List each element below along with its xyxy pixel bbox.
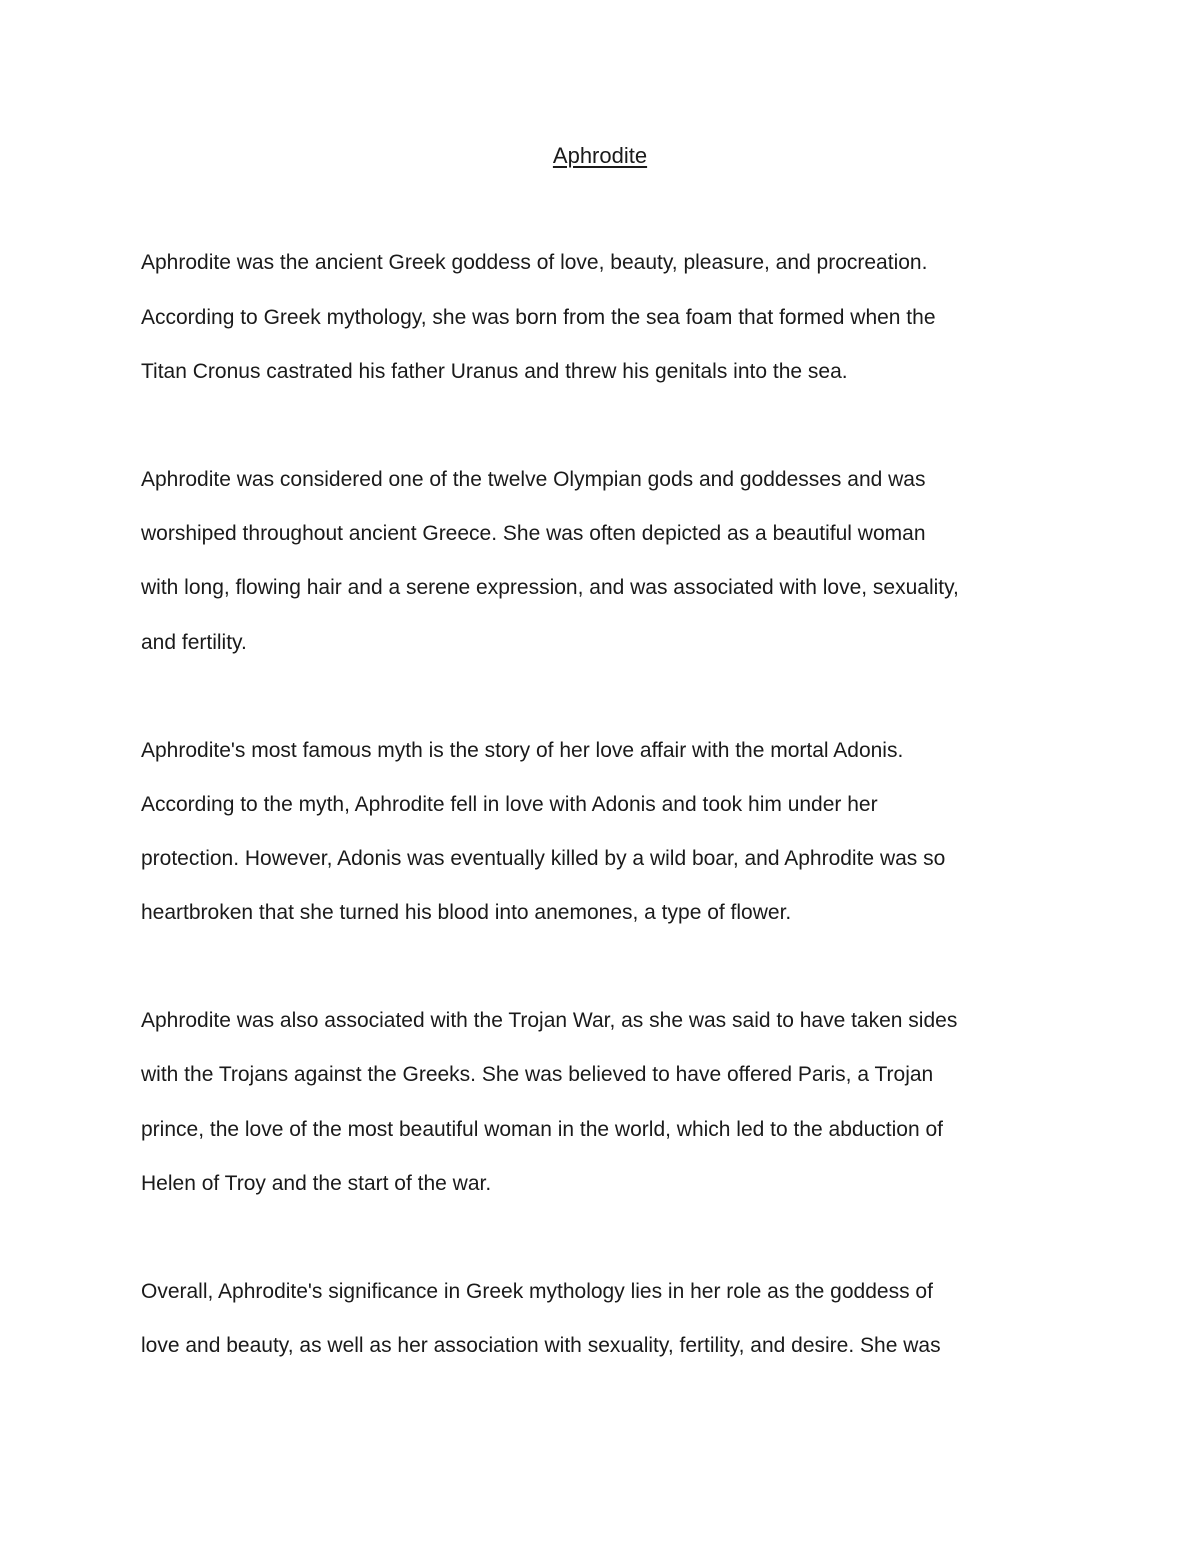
paragraph-2-line-1: Aphrodite was considered one of the twelve Olympian gods and goddesses and was <box>141 468 926 491</box>
paragraph-3-line-3: protection. However, Adonis was eventually killed by a wild boar, and Aphrodite was so <box>141 847 946 870</box>
paragraph-1-line-3: Titan Cronus castrated his father Uranus and threw his genitals into the sea. <box>141 360 848 383</box>
paragraph-2-line-2: worshiped throughout ancient Greece. She was often depicted as a beautiful woman <box>141 522 926 545</box>
paragraph-4-line-4: Helen of Troy and the start of the war. <box>141 1172 492 1195</box>
paragraph-5-line-2: love and beauty, as well as her association with sexuality, fertility, and desire. She was <box>141 1334 941 1357</box>
paragraph-3-line-2: According to the myth, Aphrodite fell in love with Adonis and took him under her <box>141 793 878 816</box>
document-title <box>0 140 1200 172</box>
paragraph-4-line-2: with the Trojans against the Greeks. She was believed to have offered Paris, a Trojan <box>141 1063 934 1086</box>
paragraph-1-line-1: Aphrodite was the ancient Greek goddess of love, beauty, pleasure, and procreation. <box>141 251 928 274</box>
document-title-text: Aphrodite <box>552 143 648 168</box>
paragraph-2-line-4: and fertility. <box>141 631 247 654</box>
paragraph-1-line-2: According to Greek mythology, she was born from the sea foam that formed when the <box>141 306 936 329</box>
paragraph-2-line-3: with long, flowing hair and a serene expression, and was associated with love, sexuality, <box>141 576 959 599</box>
paragraph-4-line-1: Aphrodite was also associated with the Trojan War, as she was said to have taken sides <box>141 1009 958 1032</box>
paragraph-5-line-1: Overall, Aphrodite's significance in Greek mythology lies in her role as the goddess of <box>141 1280 933 1303</box>
paragraph-4-line-3: prince, the love of the most beautiful woman in the world, which led to the abduction of <box>141 1118 943 1141</box>
paragraph-3-line-1: Aphrodite's most famous myth is the story of her love affair with the mortal Adonis. <box>141 739 904 762</box>
paragraph-3-line-4: heartbroken that she turned his blood into anemones, a type of flower. <box>141 901 792 924</box>
